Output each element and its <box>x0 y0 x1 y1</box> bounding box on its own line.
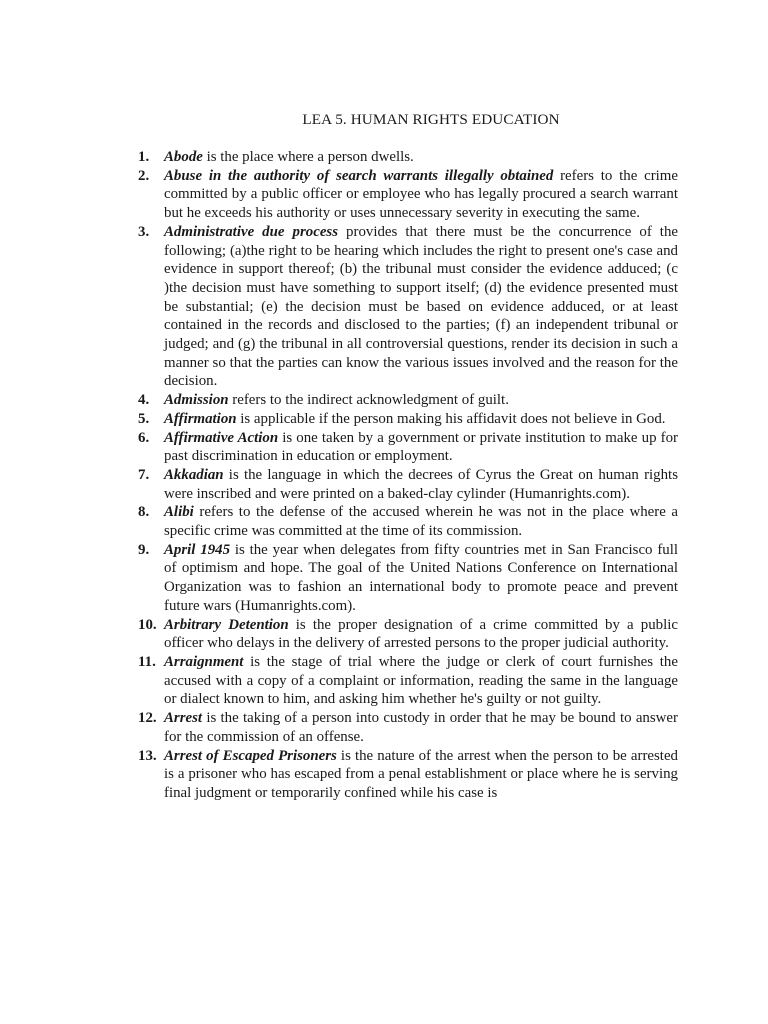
term-name: Alibi <box>164 504 194 521</box>
term-name: Abode <box>164 149 203 165</box>
item-number: 11. <box>138 653 156 670</box>
term-name: Arrest of Escaped Prisoners <box>164 747 337 764</box>
term-name: Akkadian <box>164 466 224 483</box>
term-name: April 1945 <box>164 541 231 558</box>
term-name: Arraignment <box>164 653 244 670</box>
term-name: Abuse in the authority of search warrants illegally obtained <box>164 167 554 184</box>
list-item <box>138 541 678 616</box>
term-definition: is the place where a person dwells. <box>202 149 414 165</box>
list-item <box>138 148 678 167</box>
item-number: 1. <box>138 149 150 165</box>
term-definition: refers to the defense of the accused wherein he was not in the place where a specific crime was committed at the time of its commission. <box>164 504 678 540</box>
item-number: 3. <box>138 223 150 240</box>
item-number: 2. <box>138 167 150 184</box>
list-item <box>138 653 678 709</box>
list-item <box>138 747 678 803</box>
term-definition: is the stage of trial where the judge or clerk of court furnishes the accused with a copy of a complaint or information, reading the same in the language or dialect known to him, and asking him whether he's guilty or not guilty. <box>164 653 678 708</box>
list-item <box>138 223 678 391</box>
term-definition: is one taken by a government or private institution to make up for past discrimination in education or employment. <box>164 429 678 465</box>
document-title: LEA 5. HUMAN RIGHTS EDUCATION <box>302 111 560 128</box>
term-name: Affirmative Action <box>164 429 279 446</box>
term-name: Administrative due process <box>164 223 339 240</box>
term-definition: is the proper designation of a crime committed by a public officer who delays in the delivery of arrested persons to the proper judicial authority. <box>164 616 678 652</box>
term-definition: is the taking of a person into custody in order that he may be bound to answer for the commission of an offense. <box>164 710 678 745</box>
term-definition: is the year when delegates from fifty countries met in San Francisco full of optimism and hope. The goal of the United Nations Conference on International Organization was to fashion an international body to promote peace and prevent future wars (Humanrights.com). <box>164 541 678 614</box>
terms-list <box>138 148 678 803</box>
term-name: Arrest <box>164 710 203 727</box>
item-number: 9. <box>138 541 150 558</box>
list-item <box>138 391 678 410</box>
item-number: 5. <box>138 410 150 427</box>
term-definition: refers to the indirect acknowledgment of guilt. <box>228 392 509 409</box>
item-number: 12. <box>138 710 157 727</box>
term-name: Arbitrary Detention <box>164 616 289 633</box>
list-item <box>138 709 678 746</box>
term-definition: is the language in which the decrees of Cyrus the Great on human rights were inscribed and were printed on a baked-clay cylinder (Humanrights.com). <box>164 466 678 502</box>
item-number: 6. <box>138 429 150 446</box>
item-number: 10. <box>138 616 157 633</box>
term-definition: refers to the crime committed by a public officer or employee who has legally procured a search warrant but he exceeds his authority or uses unnecessary severity in executing the same. <box>164 167 678 222</box>
term-definition: is applicable if the person making his affidavit does not believe in God. <box>236 410 666 427</box>
item-number: 4. <box>138 392 150 409</box>
list-item <box>138 503 678 540</box>
list-item <box>138 167 678 223</box>
item-number: 13. <box>138 747 157 764</box>
term-definition: provides that there must be the concurrence of the following; (a)the right to be hearing which includes the right to present one's case and evidence in support thereof; (b) the tribunal must consider the evidence adduced; (c )the decision must have something to support itself; (d) the evidence presented must be substantial; (e) the decision must be based on evidence adduced, or at least contained in the records and disclosed to the parties; (f) an independent tribunal or judged; and (g) the tribunal in all controversial questions, render its decision in such a manner so that the parties can know the various issues involved and the reason for the decision. <box>164 223 678 390</box>
list-item <box>138 410 678 429</box>
term-definition: is the nature of the arrest when the person to be arrested is a prisoner who has escaped from a penal establishment or place where he is serving final judgment or temporarily confined while his case is <box>164 747 678 801</box>
item-number: 8. <box>138 504 150 521</box>
list-item <box>138 616 678 653</box>
term-name: Affirmation <box>164 410 237 427</box>
list-item <box>138 429 678 466</box>
term-name: Admission <box>164 392 229 409</box>
item-number: 7. <box>138 466 150 483</box>
list-item <box>138 466 678 503</box>
